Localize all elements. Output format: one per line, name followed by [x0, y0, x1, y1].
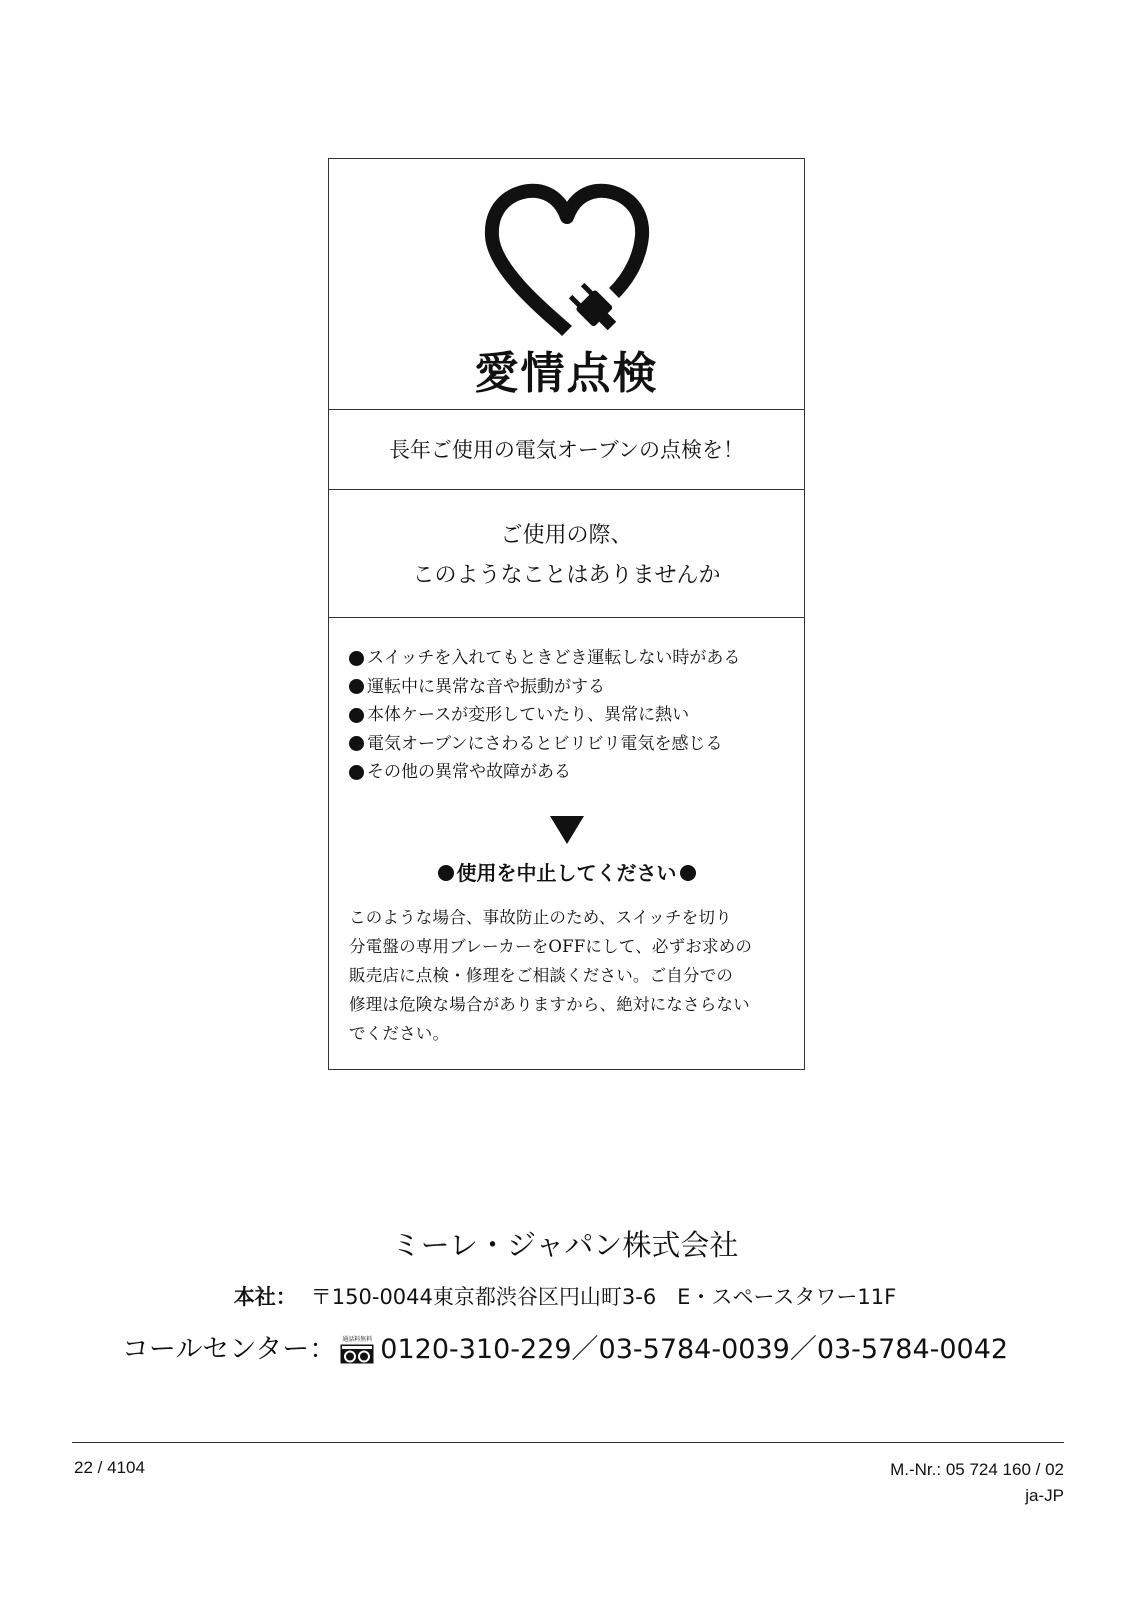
symptom-text: スイッチを入れてもときどき運転しない時がある: [367, 648, 741, 668]
inspection-notice: [328, 158, 805, 1070]
freedial-icon: [340, 1336, 374, 1364]
question-line: ご使用の際、: [500, 523, 633, 548]
symptom-item: [349, 701, 740, 730]
explanation-line: 販売店に点検・修理をご相談ください。ご自分での: [349, 966, 734, 985]
callcenter-line: [0, 1330, 1130, 1370]
material-number: M.-Nr.: 05 724 160 / 02: [890, 1460, 1064, 1479]
bullet-icon: [349, 765, 364, 780]
bullet-icon: [349, 679, 364, 694]
symptom-item: [349, 758, 740, 787]
page-number: 22 / 4104: [74, 1458, 145, 1477]
symptom-list: [349, 644, 740, 787]
notice-question: [329, 516, 804, 596]
down-triangle-icon: [550, 816, 584, 844]
notice-subtitle-section: [329, 410, 804, 490]
company-name: ミーレ・ジャパン株式会社: [391, 1228, 739, 1262]
symptom-item: [349, 644, 740, 673]
callcenter-label: コールセンター：: [121, 1334, 337, 1365]
heart-plug-icon: [482, 181, 652, 341]
phone-numbers: 0120-310-229／03-5784-0039／03-5784-0042: [380, 1334, 1009, 1365]
notice-explanation: [349, 903, 788, 1048]
bullet-icon: [349, 736, 364, 751]
explanation-line: 修理は危険な場合がありますから、絶対になさらない: [349, 995, 750, 1014]
notice-title: 愛情点検: [474, 348, 659, 399]
symptom-item: [349, 730, 740, 759]
footer-divider: [72, 1442, 1064, 1443]
symptom-text: 本体ケースが変形していたり、異常に熱い: [367, 705, 690, 725]
explanation-line: でください。: [349, 1024, 450, 1043]
bullet-icon: [438, 865, 454, 881]
notice-subtitle: 長年ご使用の電気オーブンの点検を！: [388, 438, 745, 462]
bullet-icon: [349, 651, 364, 666]
hq-label: 本社：: [233, 1285, 297, 1309]
hq-address-line: [0, 1282, 1130, 1312]
explanation-line: 分電盤の専用ブレーカーをOFFにして、必ずお求めの: [349, 937, 753, 956]
stop-use-text: 使用を中止してください: [456, 861, 677, 885]
notice-body-section: [329, 618, 804, 1069]
locale-code: ja-JP: [1025, 1486, 1064, 1505]
notice-question-section: [329, 490, 804, 618]
freedial-label: 通話料無料: [342, 1336, 373, 1343]
question-line: このようなことはありませんか: [412, 563, 721, 588]
bullet-icon: [349, 708, 364, 723]
notice-logo-section: [329, 159, 804, 410]
symptom-text: 電気オーブンにさわるとビリビリ電気を感じる: [367, 733, 723, 754]
footer-meta: [890, 1457, 1064, 1509]
explanation-line: このような場合、事故防止のため、スイッチを切り: [349, 908, 732, 927]
symptom-item: [349, 673, 740, 702]
stop-use-heading: [329, 858, 804, 888]
bullet-icon: [680, 865, 696, 881]
hq-address: 〒150-0044東京都渋谷区円山町3-6 E・スペースタワー11F: [310, 1285, 897, 1309]
symptom-text: その他の異常や故障がある: [367, 762, 571, 782]
symptom-text: 運転中に異常な音や振動がする: [367, 676, 605, 697]
